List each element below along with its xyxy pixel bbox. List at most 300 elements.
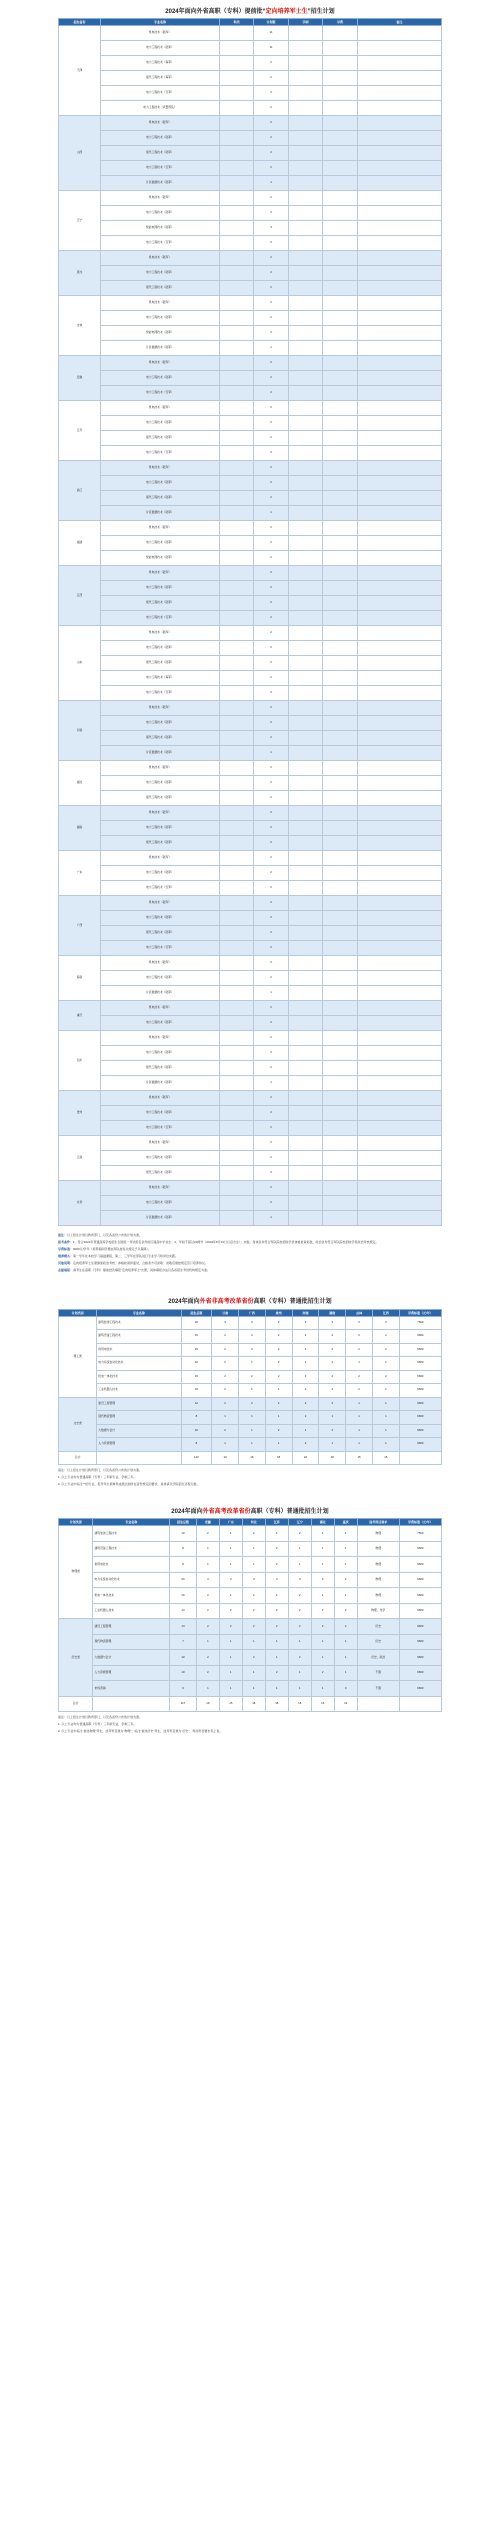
table-cell — [288, 536, 322, 551]
table-cell — [357, 131, 441, 146]
table-cell: 1 — [265, 1438, 292, 1452]
total-cell: 22 — [292, 1451, 319, 1465]
total-cell: 117 — [170, 1696, 197, 1712]
table-cell: 7500 — [399, 1316, 441, 1330]
table-cell — [288, 266, 322, 281]
table-cell — [323, 86, 357, 101]
column-header: 贵州 — [265, 1309, 292, 1316]
table-cell — [288, 476, 322, 491]
table-cell — [219, 926, 253, 941]
table-cell — [323, 341, 357, 356]
table-cell: 1 — [254, 1076, 288, 1091]
table-cell — [219, 1121, 253, 1136]
table-cell: 2 — [254, 191, 288, 206]
table-cell — [219, 746, 253, 761]
table-row — [59, 191, 442, 206]
table-cell — [219, 236, 253, 251]
total-cell — [97, 1451, 181, 1465]
table-cell: 1 — [311, 1541, 334, 1557]
table-cell: 机电技术（陆军） — [101, 761, 220, 776]
table-cell: 人力资源管理 — [97, 1438, 181, 1452]
table-cell: 2 — [254, 1001, 288, 1016]
table-row — [59, 1541, 442, 1557]
table-cell: 物理 — [357, 1541, 399, 1557]
table-cell — [219, 1211, 253, 1226]
note-paragraph — [58, 1247, 442, 1251]
table-cell: 2 — [254, 776, 288, 791]
table-cell — [357, 761, 441, 776]
table-cell: 3 — [292, 1330, 319, 1344]
table-cell: 2 — [346, 1343, 373, 1357]
total-cell: 19 — [212, 1451, 239, 1465]
table-cell: 2 — [254, 956, 288, 971]
table-cell — [219, 1151, 253, 1166]
province-cell: 广西 — [59, 896, 101, 956]
table-row — [59, 1091, 442, 1106]
table-row — [59, 1343, 442, 1357]
table-cell — [288, 1091, 322, 1106]
table-cell: 历史、政治 — [357, 1650, 399, 1666]
province-cell: 山西 — [59, 116, 101, 191]
table-row — [59, 491, 442, 506]
table-cell — [323, 326, 357, 341]
table-cell — [219, 266, 253, 281]
table-cell — [219, 326, 253, 341]
table-cell: 2 — [334, 1619, 357, 1635]
table-cell: 3 — [196, 1572, 219, 1588]
table-cell: 1 — [219, 1541, 242, 1557]
table-cell — [219, 191, 253, 206]
table-cell: 电力工程技术（陆军） — [101, 971, 220, 986]
table-cell: 1 — [265, 1384, 292, 1398]
table-cell: 2 — [254, 791, 288, 806]
table-cell: 1 — [238, 1411, 265, 1425]
table-cell: 10 — [181, 1357, 212, 1371]
table-cell — [323, 1166, 357, 1181]
column-header: 专业名称 — [93, 1519, 170, 1526]
table-cell: 2 — [288, 1650, 311, 1666]
table-cell — [323, 1121, 357, 1136]
table-row — [59, 1121, 442, 1136]
table-cell — [357, 236, 441, 251]
table-row — [59, 236, 442, 251]
table-cell — [357, 356, 441, 371]
table-cell — [323, 1091, 357, 1106]
table-cell: 3 — [311, 1572, 334, 1588]
table-cell: 2 — [254, 101, 288, 116]
table-cell: 2 — [254, 326, 288, 341]
table-cell: 1 — [219, 1588, 242, 1604]
table-cell: 11 — [254, 41, 288, 56]
table-cell — [323, 836, 357, 851]
table-header-row — [59, 1309, 442, 1316]
table-cell: 3 — [292, 1316, 319, 1330]
table-row — [59, 986, 442, 1001]
table-row — [59, 596, 442, 611]
note-paragraph: 1. 以上专业均为普通高职（专科）三年制专业，学制三年。 — [58, 1475, 137, 1480]
table-cell: 2 — [254, 851, 288, 866]
table-cell — [219, 911, 253, 926]
table-cell — [357, 206, 441, 221]
table-cell: 1 — [238, 1424, 265, 1438]
table-cell — [323, 1001, 357, 1016]
table-cell: 1 — [319, 1384, 346, 1398]
table-cell: 机电一体化技术 — [97, 1370, 181, 1384]
table-cell: 2 — [254, 536, 288, 551]
table-cell: 1 — [346, 1438, 373, 1452]
table-row — [59, 326, 442, 341]
table-cell — [357, 866, 441, 881]
table-cell: 1 — [288, 1681, 311, 1697]
table-cell — [357, 656, 441, 671]
category-cell: 文史类 — [59, 1397, 97, 1451]
table-row — [59, 1046, 442, 1061]
table-row — [59, 1603, 442, 1619]
column-header: 甘肃 — [212, 1309, 239, 1316]
table-cell — [357, 1046, 441, 1061]
table-row — [59, 536, 442, 551]
table-cell: 2 — [254, 551, 288, 566]
table-cell — [323, 656, 357, 671]
table-row — [59, 656, 442, 671]
table-cell — [323, 1181, 357, 1196]
table-cell — [323, 296, 357, 311]
table-cell — [323, 446, 357, 461]
table-cell: 建设工程管理 — [97, 1397, 181, 1411]
table-row — [59, 1424, 442, 1438]
table-row — [59, 146, 442, 161]
table-cell: 1 — [288, 1557, 311, 1573]
table-cell — [288, 851, 322, 866]
column-header: 专业名称 — [97, 1309, 181, 1316]
table-cell: 2 — [254, 266, 288, 281]
column-header: 学制 — [288, 19, 322, 26]
table-cell — [288, 1016, 322, 1031]
table-cell: 3 — [288, 1572, 311, 1588]
table-cell: 1 — [334, 1665, 357, 1681]
table-cell — [288, 956, 322, 971]
table1-title: 2024年面向外省高职（专科）提前批“定向培养军士生”招生计划 — [165, 9, 335, 15]
table-cell: 电力工程技术（空军） — [101, 236, 220, 251]
table-cell — [323, 476, 357, 491]
table-cell — [357, 1136, 441, 1151]
table-cell — [323, 1016, 357, 1031]
table-cell — [357, 311, 441, 326]
table-row — [59, 806, 442, 821]
table-cell — [219, 971, 253, 986]
note-label: 培养模式： — [58, 1254, 74, 1259]
table-cell: 2 — [254, 401, 288, 416]
table-cell: 1 — [372, 1411, 399, 1425]
table-cell — [288, 1046, 322, 1061]
province-cell: 云南 — [59, 1136, 101, 1181]
table-cell — [357, 986, 441, 1001]
table-cell — [288, 461, 322, 476]
table-cell: 2 — [288, 1588, 311, 1604]
table-cell — [357, 1061, 441, 1076]
table-cell — [219, 1061, 253, 1076]
table-cell — [219, 761, 253, 776]
table-cell — [357, 851, 441, 866]
table-cell — [357, 581, 441, 596]
table-cell — [219, 206, 253, 221]
table-cell: 1 — [265, 1411, 292, 1425]
table-cell — [357, 401, 441, 416]
table-cell — [357, 686, 441, 701]
table-cell — [357, 1151, 441, 1166]
table-cell — [288, 161, 322, 176]
table-cell: 2 — [212, 1357, 239, 1371]
table-cell: 6600 — [399, 1619, 441, 1635]
table-cell — [219, 836, 253, 851]
table-cell: 1 — [346, 1424, 373, 1438]
table-cell: 现代工程技术（陆军） — [101, 656, 220, 671]
table-cell: 2 — [254, 596, 288, 611]
table-cell — [288, 146, 322, 161]
table-cell: 2 — [254, 1061, 288, 1076]
table-cell — [357, 926, 441, 941]
table-cell — [219, 371, 253, 386]
table-cell: 2 — [372, 1343, 399, 1357]
table-row — [59, 1316, 442, 1330]
table-cell: 1 — [219, 1665, 242, 1681]
table-cell — [357, 671, 441, 686]
table-cell: 片区数据技术（陆军） — [101, 746, 220, 761]
table-cell: 1 — [254, 746, 288, 761]
note-text: 第一学年在本校学习基础课程，第二、三学年在部队进行专业学习和岗位实践。 — [73, 1254, 179, 1259]
table-cell — [288, 311, 322, 326]
table-cell: 2 — [254, 626, 288, 641]
table-cell: 现代工程技术（陆军） — [101, 596, 220, 611]
table-cell — [288, 26, 322, 41]
note-paragraph: 2. 以上专业中标注“*”的专业，报考考生须单科成绩达到所在省份规定的要求，具体请以学院招生章程为准。 — [58, 1482, 200, 1487]
note-text: 6000元/学年（培养期间学费由军队按有关规定予以保障）。 — [73, 1247, 152, 1252]
table-cell — [288, 221, 322, 236]
column-header: 科类 — [219, 19, 253, 26]
table-cell: 2 — [254, 161, 288, 176]
table-cell: 8 — [181, 1411, 212, 1425]
table-cell: 机电技术（陆军） — [101, 461, 220, 476]
table-cell: 建筑设备工程技术 — [97, 1330, 181, 1344]
table-cell — [357, 881, 441, 896]
table-row — [59, 176, 442, 191]
table-cell: 电力工程技术（空军） — [101, 941, 220, 956]
table-cell: 2 — [254, 836, 288, 851]
table-cell — [219, 536, 253, 551]
table-cell: 2 — [254, 1031, 288, 1046]
table-cell — [323, 491, 357, 506]
table-cell — [323, 701, 357, 716]
table-cell: 6600 — [399, 1330, 441, 1344]
table-cell: 1 — [254, 341, 288, 356]
table-cell — [288, 41, 322, 56]
table-cell: 2 — [254, 911, 288, 926]
table-cell — [219, 401, 253, 416]
table-cell — [323, 41, 357, 56]
table-cell: 1 — [254, 176, 288, 191]
table-cell: 2 — [288, 1603, 311, 1619]
column-header: 江苏 — [265, 1519, 288, 1526]
table-cell — [288, 971, 322, 986]
table-row — [59, 896, 442, 911]
note-paragraph: 备注：以上招生计划以教育部门、以及各省份公布的计划为准。 — [58, 1468, 143, 1473]
table-cell — [219, 476, 253, 491]
table-cell — [357, 281, 441, 296]
table-cell: 1 — [242, 1681, 265, 1697]
table-cell: 2 — [254, 1166, 288, 1181]
table-cell — [357, 1016, 441, 1031]
page — [0, 6, 500, 1739]
table1-notes — [58, 1230, 442, 1278]
table-row — [59, 1665, 442, 1681]
table-row — [59, 161, 442, 176]
table-cell: 2 — [196, 1619, 219, 1635]
note-paragraph: 备注：以上招生计划以教育部门、以及各省份公布的计划为准。 — [58, 1715, 143, 1720]
table-cell — [323, 191, 357, 206]
table-cell: 2 — [254, 731, 288, 746]
table-row — [59, 776, 442, 791]
table-cell: 2 — [242, 1588, 265, 1604]
table-cell: 6600 — [399, 1397, 441, 1411]
table-row — [59, 716, 442, 731]
table-cell: 1 — [242, 1665, 265, 1681]
table-cell — [357, 296, 441, 311]
table-row — [59, 1557, 442, 1573]
table-cell — [219, 116, 253, 131]
table-row — [59, 56, 442, 71]
table-header-row — [59, 19, 442, 26]
table-cell: 大数据与会计 — [97, 1424, 181, 1438]
table-row — [59, 1397, 442, 1411]
table-cell: 1 — [372, 1438, 399, 1452]
table-cell: 2 — [254, 1151, 288, 1166]
table-cell: 2 — [219, 1619, 242, 1635]
table-row — [59, 206, 442, 221]
table-cell: 电力工程技术（空军） — [101, 686, 220, 701]
table-cell: 机电一体化技术 — [93, 1588, 170, 1604]
table-cell — [219, 461, 253, 476]
table-cell: 电力工程技术（陆军） — [101, 866, 220, 881]
table-row — [59, 1438, 442, 1452]
table-cell — [288, 806, 322, 821]
total-cell — [357, 1696, 399, 1712]
table-cell — [288, 1031, 322, 1046]
table-cell — [357, 1121, 441, 1136]
table-row — [59, 116, 442, 131]
table-cell — [323, 71, 357, 86]
table-cell — [323, 236, 357, 251]
table-cell — [288, 1121, 322, 1136]
table-cell: 2 — [254, 1121, 288, 1136]
table-cell: 2 — [319, 1424, 346, 1438]
table-cell: 2 — [265, 1397, 292, 1411]
table-row — [59, 1588, 442, 1604]
table-row — [59, 86, 442, 101]
table-cell — [288, 656, 322, 671]
table-cell: 历史 — [357, 1619, 399, 1635]
table-cell — [323, 851, 357, 866]
table-cell — [288, 731, 322, 746]
table-cell — [357, 566, 441, 581]
note-paragraph: 1. 以上专业均为普通高职（专科）三年制专业，学制三年。 — [58, 1722, 137, 1727]
table-cell — [357, 956, 441, 971]
table-cell: 6600 — [399, 1541, 441, 1557]
province-cell: 贵州 — [59, 1091, 101, 1136]
note-paragraph: 2. 以上专业中标注“首选物理”考生，选考科目须为“物理”；标注“首选历史”考生，选考科目须为“历史”，再选科目要求见上表。 — [58, 1729, 223, 1734]
table-row — [59, 1076, 442, 1091]
note-text: 定向培养军士生须参加政治考核、体格检查和面试，合格者方可录取；录取后须按规定签订培养协议。 — [73, 1261, 209, 1266]
table-cell: 人力资源管理 — [93, 1665, 170, 1681]
table-cell: 建设工程管理 — [93, 1619, 170, 1635]
table-cell — [219, 296, 253, 311]
table-row — [59, 101, 442, 116]
table-cell — [357, 1211, 441, 1226]
table-cell — [323, 671, 357, 686]
table-cell — [323, 1031, 357, 1046]
table-cell — [323, 206, 357, 221]
table-cell: 2 — [196, 1650, 219, 1666]
table-cell: 电力工程技术（陆军） — [101, 821, 220, 836]
table-cell: 6600 — [399, 1572, 441, 1588]
table-cell: 6600 — [399, 1370, 441, 1384]
table-cell — [357, 1166, 441, 1181]
table-cell — [357, 746, 441, 761]
table-cell: 6600 — [399, 1424, 441, 1438]
table-cell: 6600 — [399, 1665, 441, 1681]
table-row — [59, 566, 442, 581]
table-cell — [357, 521, 441, 536]
table-cell: 1 — [334, 1634, 357, 1650]
table-cell: 2 — [319, 1370, 346, 1384]
table-cell: 片区数据技术（陆军） — [101, 1211, 220, 1226]
table-cell — [219, 1016, 253, 1031]
table-cell: 现代工程技术（陆军） — [101, 791, 220, 806]
table-cell — [357, 371, 441, 386]
table-cell — [288, 131, 322, 146]
table-cell — [219, 956, 253, 971]
table-cell: 2 — [212, 1397, 239, 1411]
table-cell — [288, 671, 322, 686]
table-cell: 机电技术（陆军） — [101, 26, 220, 41]
table-cell — [288, 356, 322, 371]
table-cell: 现代物流管理 — [93, 1634, 170, 1650]
table-cell — [323, 896, 357, 911]
table-cell: 2 — [212, 1343, 239, 1357]
total-cell: 15 — [346, 1451, 373, 1465]
table-cell: 2 — [196, 1603, 219, 1619]
table-row — [59, 1031, 442, 1046]
table-cell: 电力工程技术（陆军） — [101, 1046, 220, 1061]
table-row — [59, 1370, 442, 1384]
table-cell — [288, 746, 322, 761]
table-cell — [323, 371, 357, 386]
table-cell: 1 — [242, 1557, 265, 1573]
table-cell — [219, 671, 253, 686]
table-cell — [357, 116, 441, 131]
note-label: 学费标准： — [58, 1247, 74, 1252]
table-cell: 1 — [219, 1650, 242, 1666]
table-row — [59, 401, 442, 416]
table-row — [59, 881, 442, 896]
table-cell: 电力工程技术（陆军） — [101, 416, 220, 431]
table-cell: 市场营销 — [93, 1681, 170, 1697]
table-cell — [357, 26, 441, 41]
table-row — [59, 1001, 442, 1016]
column-header: 吉林 — [346, 1309, 373, 1316]
table-cell: 建筑设备工程技术 — [93, 1541, 170, 1557]
note-paragraph — [58, 1233, 442, 1237]
column-header: 学费 — [323, 19, 357, 26]
